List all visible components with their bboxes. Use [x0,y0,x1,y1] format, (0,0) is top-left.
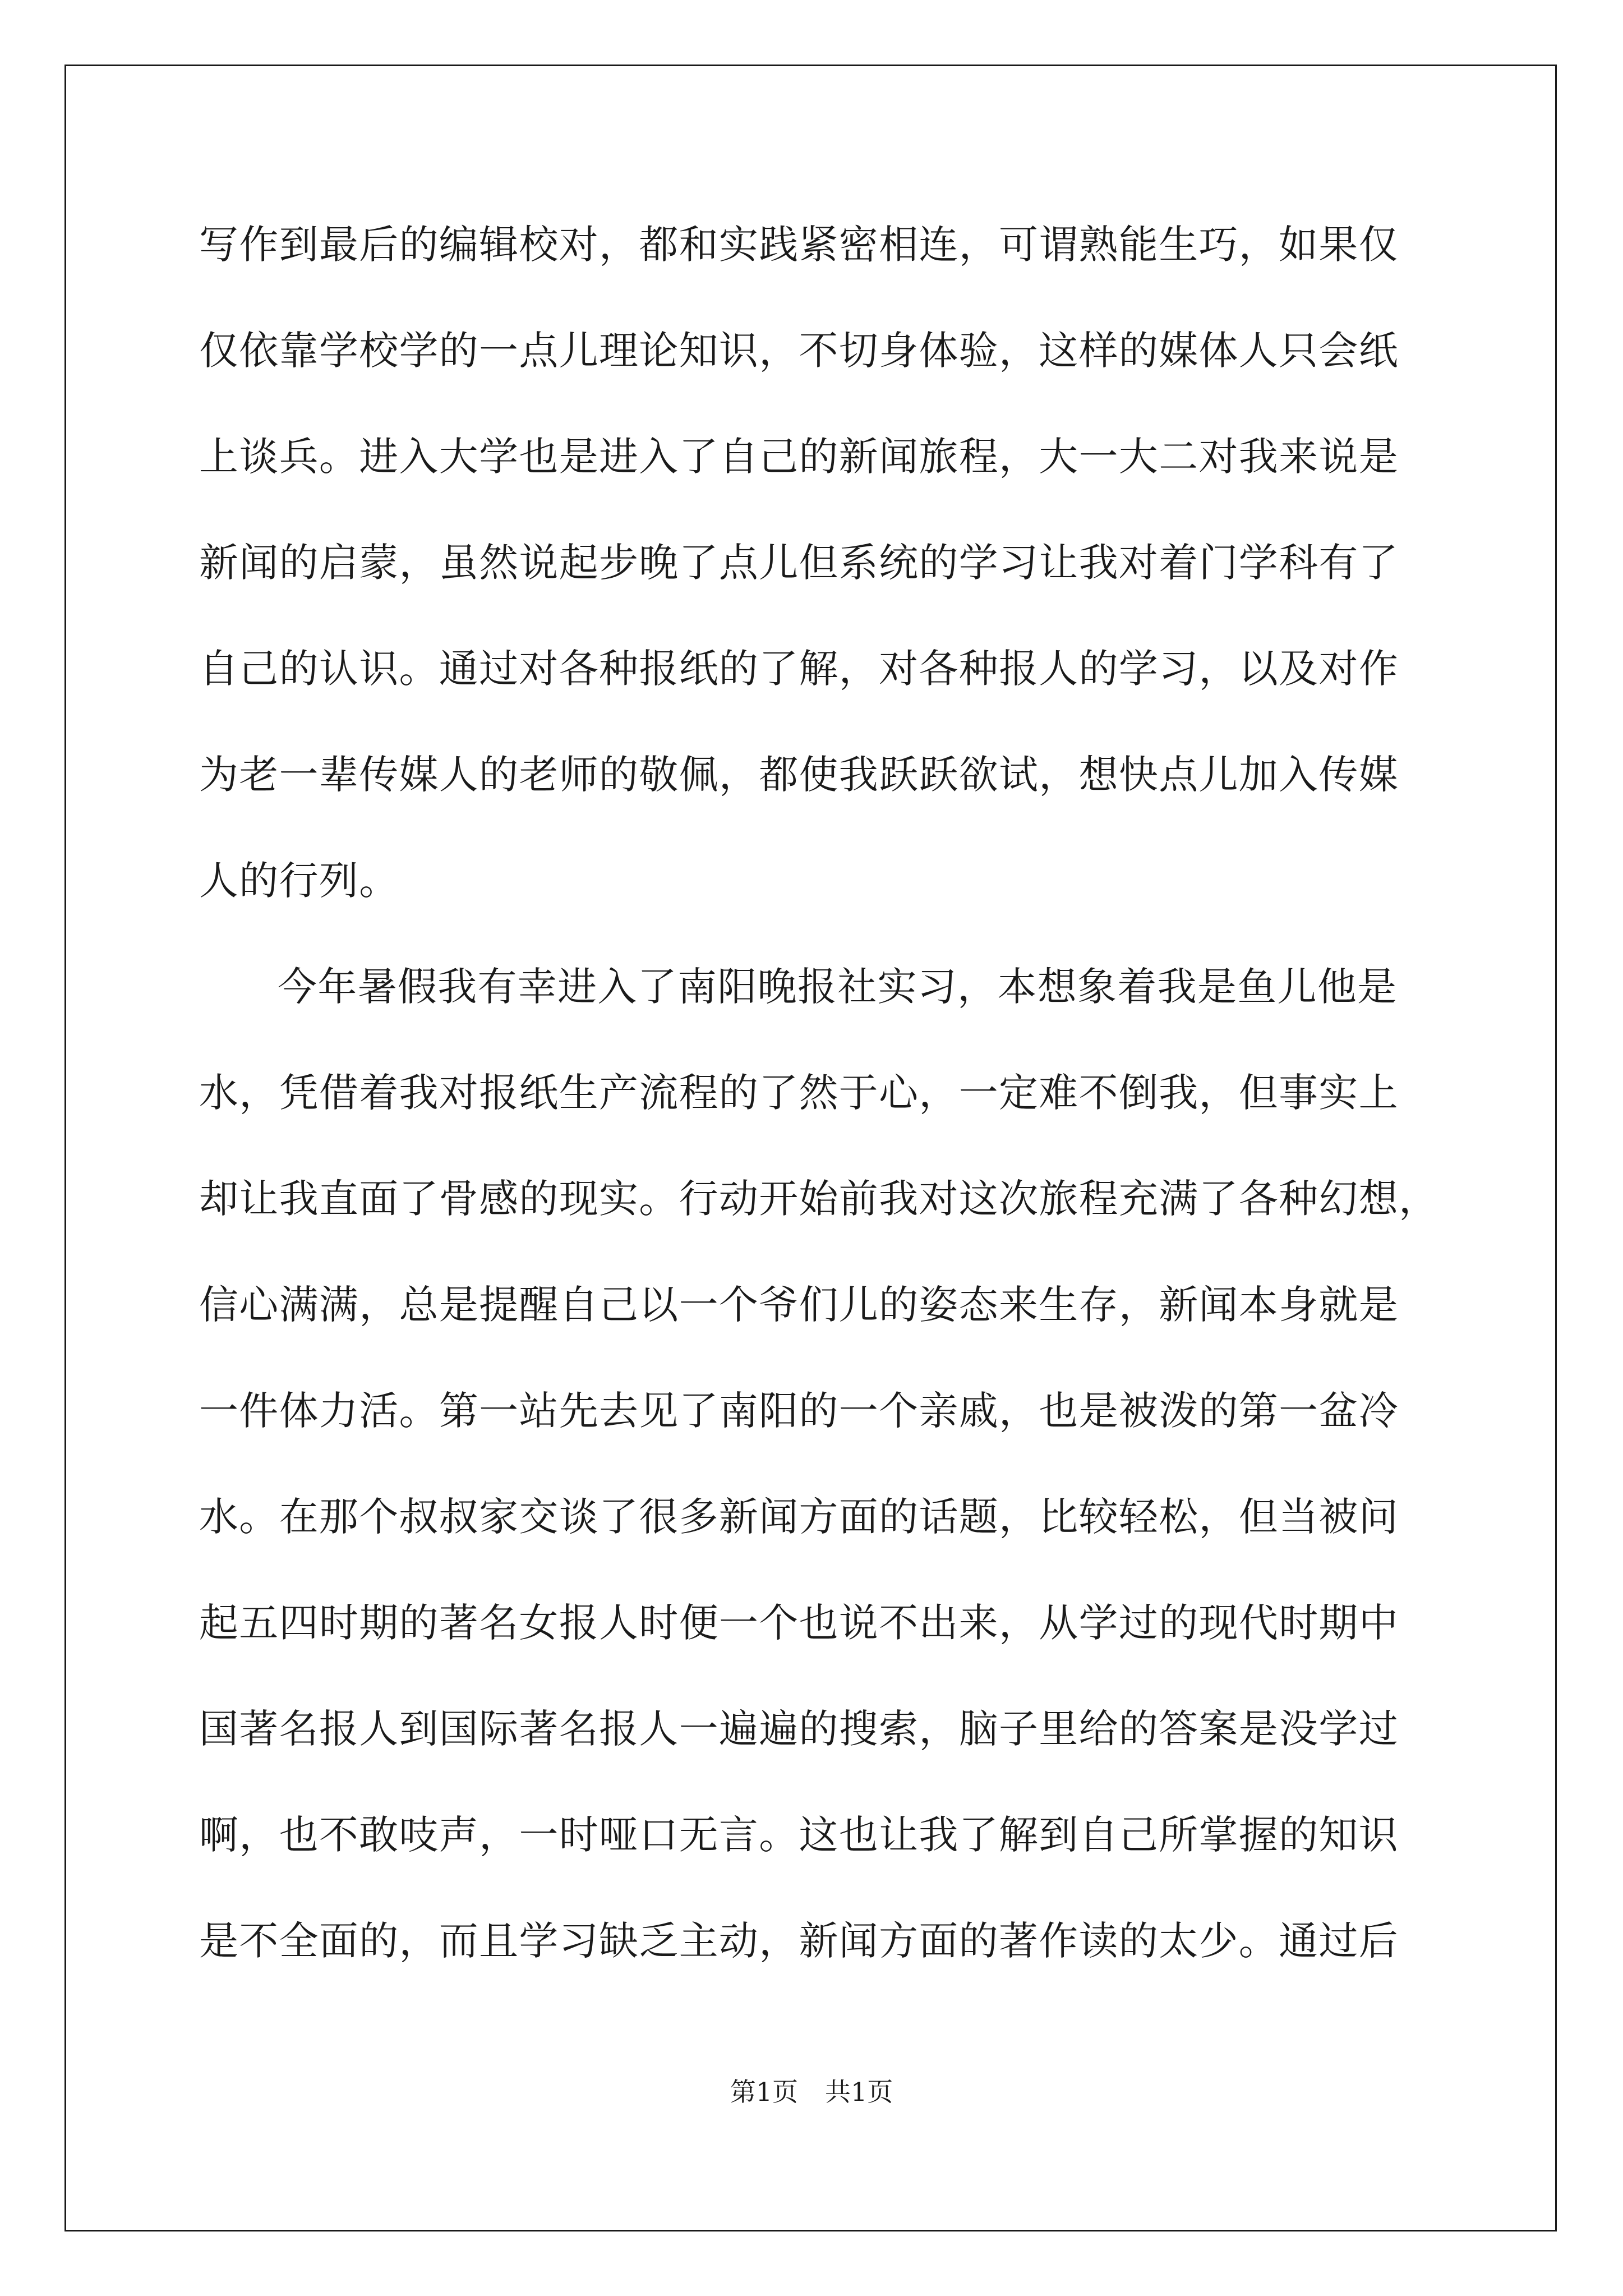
text-line: 自己的认识。通过对各种报纸的了解，对各种报人的学习，以及对作 [199,646,1399,692]
text-line: 仅依靠学校学的一点儿理论知识，不切身体验，这样的媒体人只会纸 [199,328,1399,374]
page-number: 第1页 [730,2077,798,2107]
text-line: 啊，也不敢吱声，一时哑口无言。这也让我了解到自己所掌握的知识 [199,1812,1399,1858]
text-line: 却让我直面了骨感的现实。行动开始前我对这次旅程充满了各种幻想， [199,1176,1439,1222]
text-line: 是不全面的，而且学习缺乏主动，新闻方面的著作读的太少。通过后 [199,1918,1399,1964]
text-line: 水。在那个叔叔家交谈了很多新闻方面的话题，比较轻松，但当被问 [199,1494,1399,1540]
text-line: 起五四时期的著名女报人时便一个也说不出来，从学过的现代时期中 [199,1600,1399,1646]
text-line: 人的行列。 [199,858,399,904]
page-total: 共1页 [825,2077,893,2107]
body-text [199,218,1439,2020]
text-line: 为老一辈传媒人的老师的敬佩，都使我跃跃欲试，想快点儿加入传媒 [199,752,1399,798]
text-line: 上谈兵。进入大学也是进入了自己的新闻旅程，大一大二对我来说是 [199,434,1399,480]
text-line: 写作到最后的编辑校对，都和实践紧密相连，可谓熟能生巧，如果仅 [199,222,1399,268]
text-line: 水，凭借着我对报纸生产流程的了然于心，一定难不倒我，但事实上 [199,1070,1399,1116]
text-line: 国著名报人到国际著名报人一遍遍的搜索，脑子里给的答案是没学过 [199,1706,1399,1752]
text-line: 信心满满，总是提醒自己以一个爷们儿的姿态来生存，新闻本身就是 [199,1282,1399,1328]
paragraph-first-line: 今年暑假我有幸进入了南阳晚报社实习，本想象着我是鱼儿他是 [278,964,1398,1010]
page-footer [0,2075,1623,2109]
text-line: 新闻的启蒙，虽然说起步晚了点儿但系统的学习让我对着门学科有了 [199,540,1399,586]
text-line: 一件体力活。第一站先去见了南阳的一个亲戚，也是被泼的第一盆冷 [199,1388,1399,1434]
